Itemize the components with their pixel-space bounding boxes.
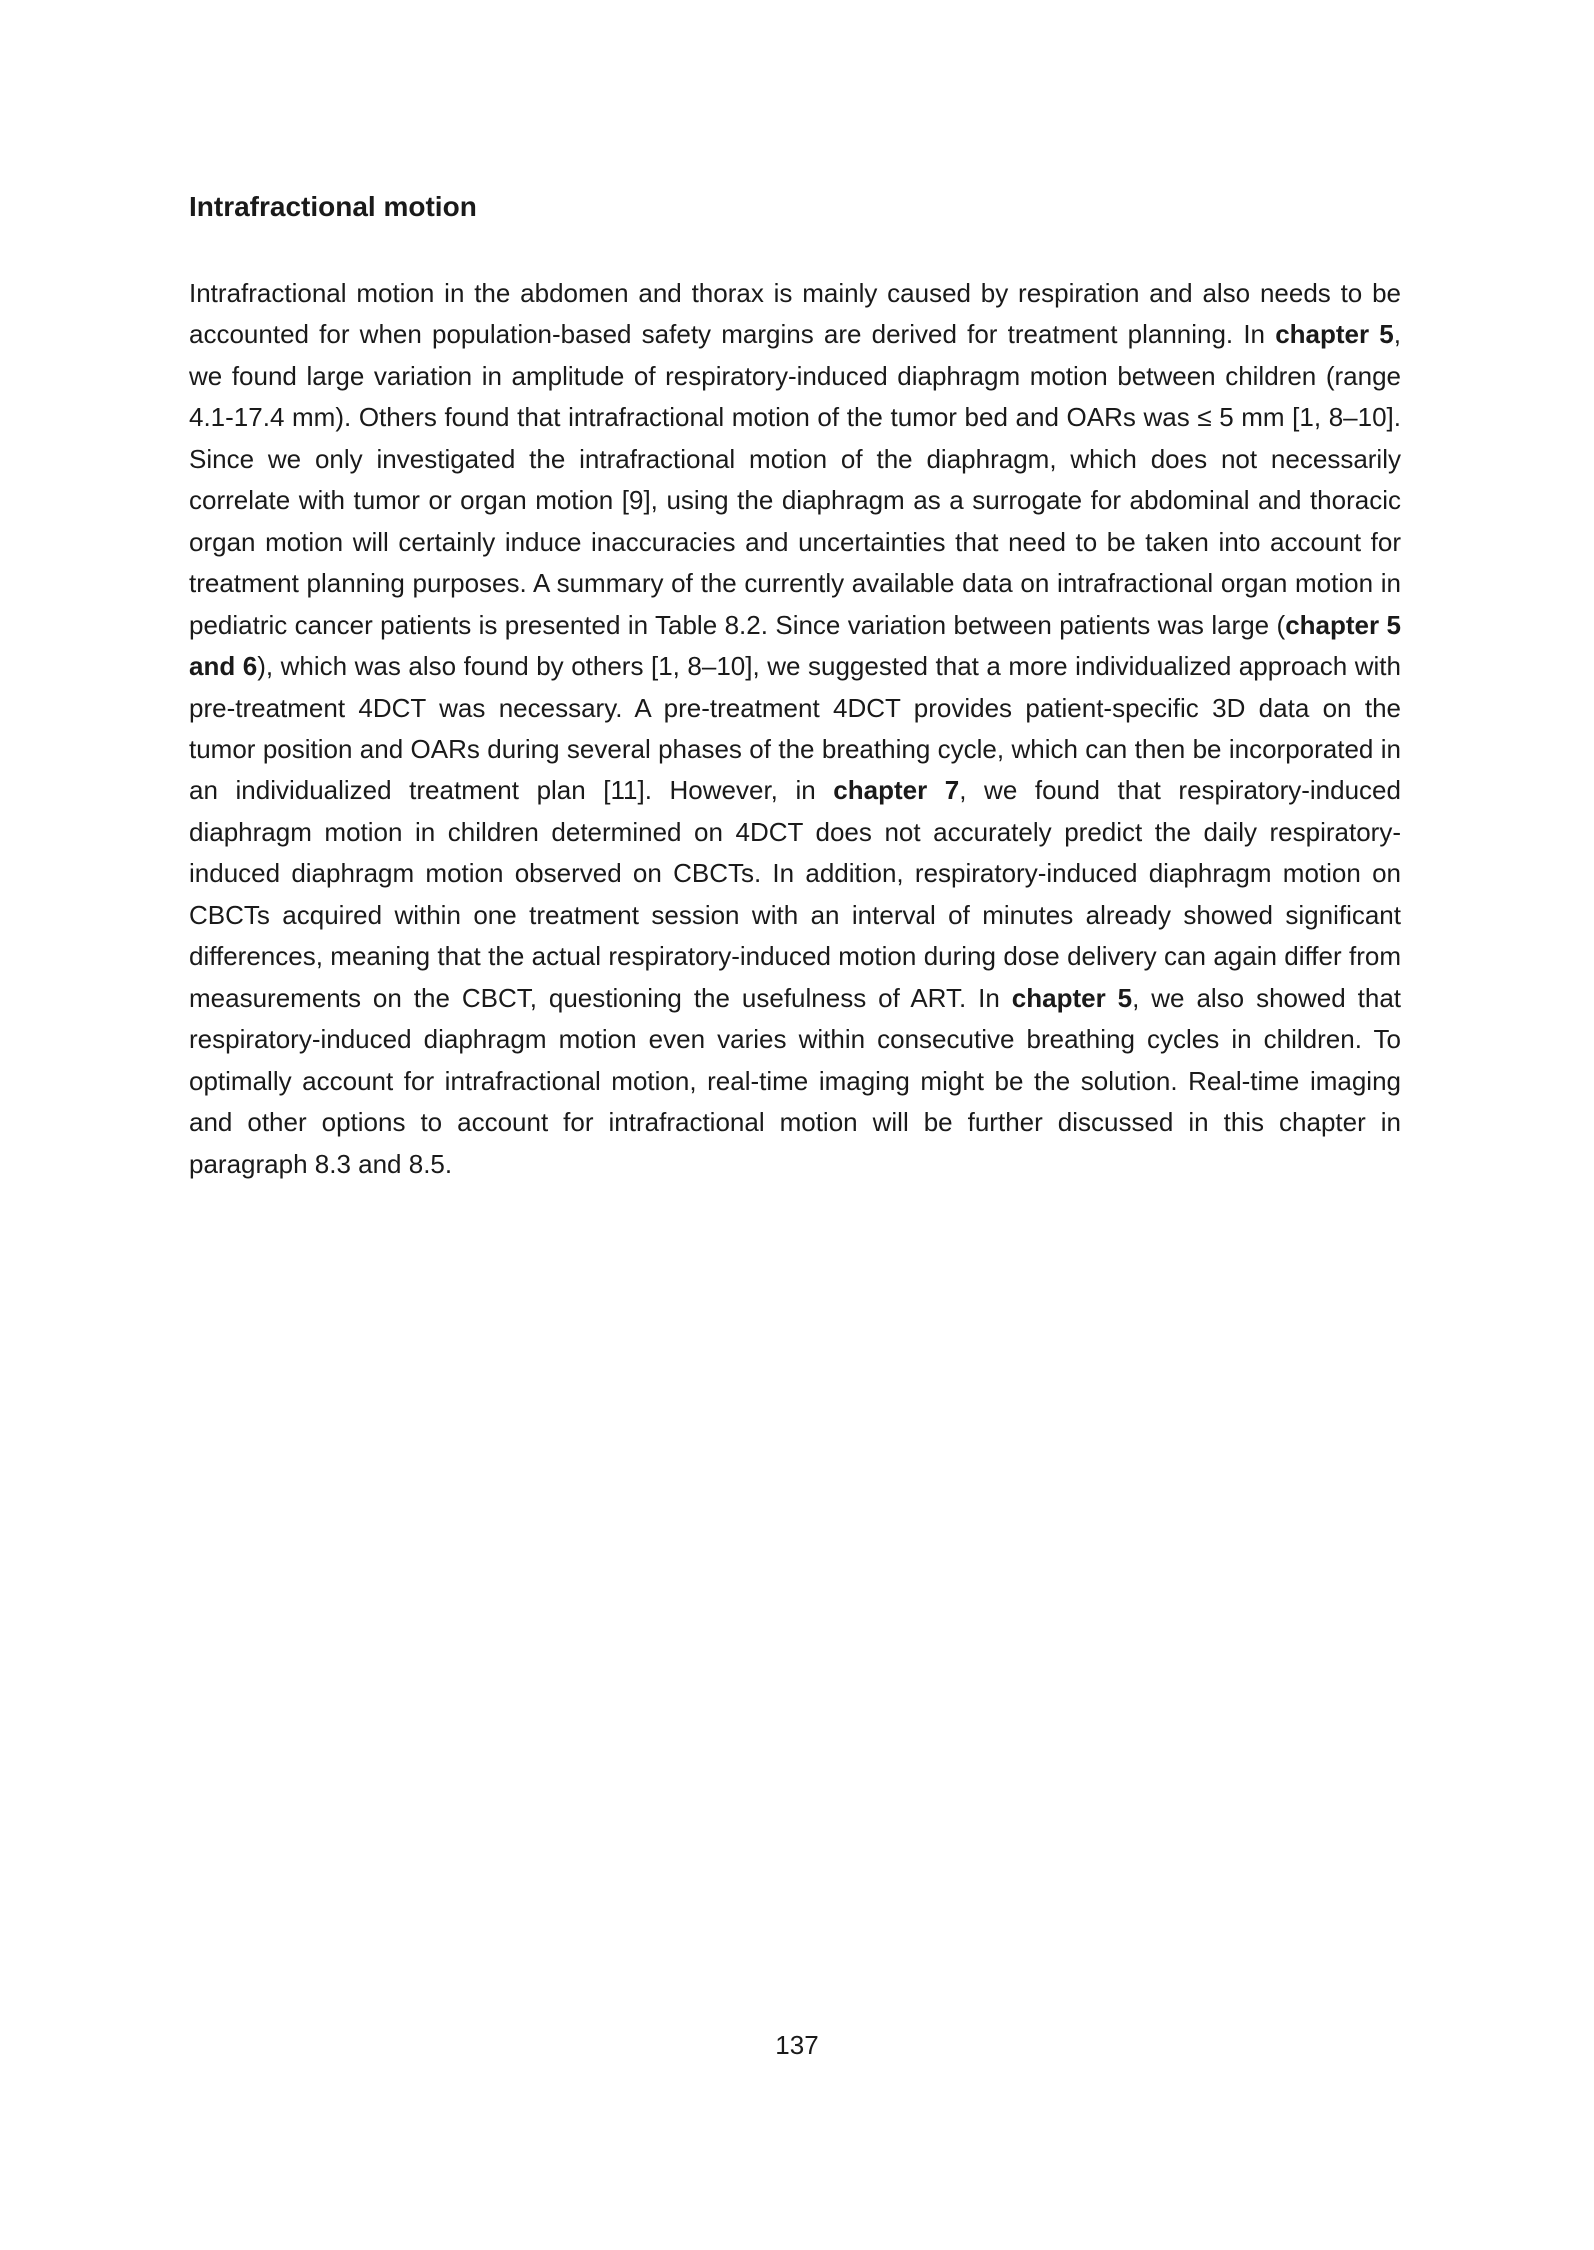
chapter-reference: chapter 5 and 6 — [189, 609, 1401, 682]
chapter-reference: chapter 5 — [1275, 319, 1394, 350]
paragraph-run: ), which was also found by others [1, 8–10], we suggested that a more individualized approach with pre-treatment 4DCT was necessary. A pre-treatment 4DCT provides patient-specific 3D data on the tumor position and OARs during several phases of the breathing cycle, which can then be incorporated in an individualized treatment plan [11]. However, in — [189, 651, 1401, 806]
chapter-reference: chapter 7 — [833, 775, 960, 806]
chapter-reference: chapter 5 — [1011, 982, 1133, 1013]
paragraph-run: , we found that respiratory-induced diaphragm motion in children determined on 4DCT does not accurately predict the daily respiratory-induced diaphragm motion observed on CBCTs. In addition, respiratory-induced diaphragm motion on CBCTs acquired within one treatment session with an interval of minutes already showed significant differences, meaning that the actual respiratory-induced motion during dose delivery can again differ from measurements on the CBCT, questioning the usefulness of ART. In — [189, 775, 1401, 1013]
page-number: 137 — [775, 2030, 819, 2060]
section-heading: Intrafractional motion — [189, 191, 477, 222]
paragraph-run: , we also showed that respiratory-induced diaphragm motion even varies within consecutive breathing cycles in children. To optimally account for intrafractional motion, real-time imaging might be the solution. Real-time imaging and other options to account for intrafractional motion will be further discussed in this chapter in paragraph 8.3 and 8.5. — [189, 982, 1402, 1179]
body-paragraph — [189, 273, 1401, 1185]
paragraph-run: , we found large variation in amplitude of respiratory-induced diaphragm motion between children (range 4.1-17.4 mm). Others found that intrafractional motion of the tumor bed and OARs was ≤ 5 mm [1, 8–10]. Since we only investigated the intrafractional motion of the diaphragm, which does not necessarily correlate with tumor or organ motion [9], using the diaphragm as a surrogate for abdominal and thoracic organ motion will certainly induce inaccuracies and uncertainties that need to be taken into account for treatment planning purposes. A summary of the currently available data on intrafractional organ motion in pediatric cancer patients is presented in Table 8.2. Since variation between patients was large ( — [189, 319, 1401, 640]
paragraph-run: Intrafractional motion in the abdomen and thorax is mainly caused by respiration and also needs to be accounted for when population-based safety margins are derived for treatment planning. In — [189, 278, 1401, 350]
